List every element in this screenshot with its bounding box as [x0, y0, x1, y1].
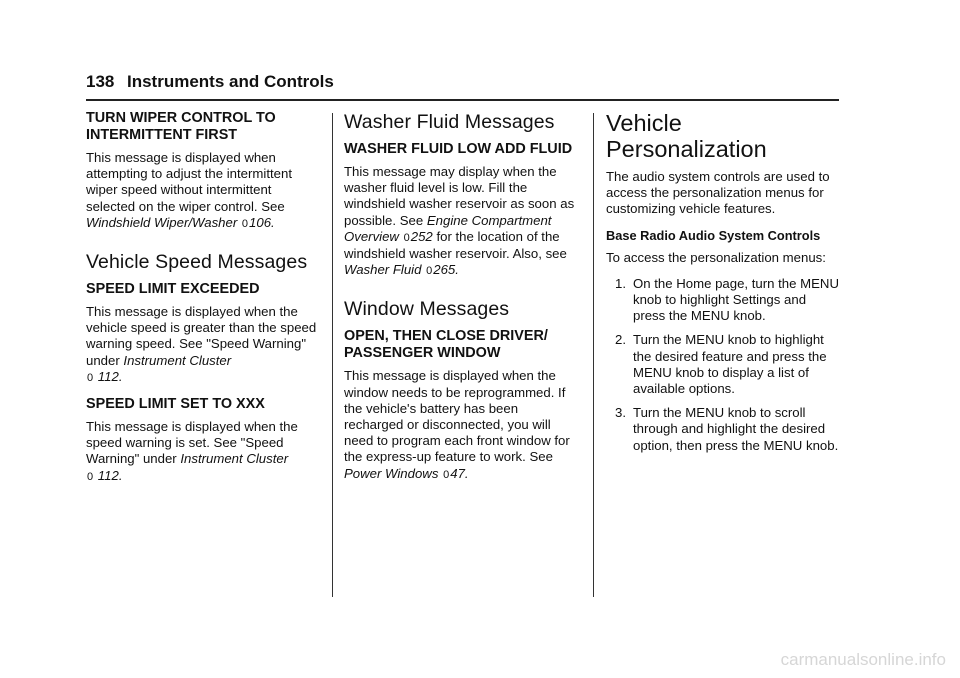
column-right — [606, 110, 839, 462]
page-ref-icon: 0 — [403, 231, 410, 244]
column-middle — [344, 110, 580, 493]
window-messages-heading: Window Messages — [344, 298, 510, 321]
exceeded-ref-link[interactable]: Instrument Cluster — [123, 352, 232, 368]
set-ref-link[interactable]: Instrument Cluster — [180, 451, 289, 467]
list-item — [606, 276, 839, 325]
exceeded-page-ref[interactable]: 112 — [97, 368, 119, 384]
washer-fluid-page-ref[interactable]: 265 — [433, 262, 456, 278]
engine-compartment-ref-link[interactable]: Engine Compartment Overview — [344, 212, 552, 244]
wiper-heading: TURN WIPER CONTROL TO INTERMITTENT FIRST — [86, 110, 276, 143]
step-text: Turn the MENU knob to scroll through and highlight the desired option, then press the MENU knob. — [633, 405, 839, 453]
step-number: 2. — [615, 332, 626, 348]
page-ref-icon: 0 — [87, 470, 94, 483]
exceeded-text: This message is displayed when the vehicle speed is greater than the speed warning speed. See "Speed Warning" under — [86, 304, 317, 368]
set-heading: SPEED LIMIT SET TO XXX — [86, 396, 265, 413]
washer-fluid-ref-link[interactable]: Washer Fluid — [344, 262, 422, 278]
washer-low-text: This message may display when the washer fluid level is low. Fill the windshield washer reservoir as soon as possible. See — [344, 164, 575, 228]
washer-messages-heading: Washer Fluid Messages — [344, 111, 555, 133]
page-ref-icon: 0 — [443, 468, 450, 481]
list-item — [606, 332, 839, 397]
wiper-text: This message is displayed when attempting to adjust the intermittent wiper speed without intermittent selected on the wiper control. See — [86, 150, 292, 214]
step-text: Turn the MENU knob to highlight the desired feature and press the MENU knob to display a list of available options. — [633, 332, 827, 397]
open-close-paragraph: This message is displayed when the window needs to be reprogrammed. If the vehicle's battery has been recharged or disconnected, you will need to program each front window for the express-up feature to work. See Power Windows 047. — [344, 368, 570, 481]
list-item — [606, 405, 839, 454]
washer-low-text-2: for the location of the windshield washer reservoir. Also, see — [344, 228, 567, 262]
washer-low-paragraph: This message may display when the washer fluid level is low. Fill the windshield washer reservoir as soon as possible. See Engine Compartment Overview 0252 for the location of the windshield washer reservoir. Also, see Washer Fluid 0265. — [344, 164, 575, 278]
exceeded-heading: SPEED LIMIT EXCEEDED — [86, 281, 260, 298]
step-text: On the Home page, turn the MENU knob to highlight Settings and press the MENU knob. — [633, 275, 839, 324]
access-text: To access the personalization menus: — [606, 249, 826, 265]
power-windows-page-ref[interactable]: 47 — [450, 465, 465, 481]
column-divider-2 — [593, 113, 594, 597]
wiper-ref-link[interactable]: Windshield Wiper/Washer — [86, 214, 238, 230]
page-ref-icon: 0 — [241, 217, 249, 230]
header-divider — [86, 99, 839, 101]
washer-low-heading: WASHER FLUID LOW ADD FLUID — [344, 141, 573, 157]
set-page-ref[interactable]: 112 — [97, 467, 119, 483]
page-number: 138 — [86, 72, 115, 91]
vp-intro-text: The audio system controls are used to access the personalization menus for customizing vehicle features. — [606, 169, 830, 217]
set-paragraph: This message is displayed when the speed warning is set. See "Speed Warning" under Instrument Cluster 0 112. — [86, 419, 298, 483]
page-ref-icon: 0 — [426, 265, 433, 278]
vehicle-personalization-heading: Vehicle Personalization — [606, 110, 767, 162]
wiper-paragraph: This message is displayed when attempting to adjust the intermittent wiper speed without intermittent selected on the wiper control. See Windshield Wiper/Washer 0106. — [86, 150, 292, 230]
page-ref-icon: 0 — [87, 371, 94, 384]
step-number: 1. — [615, 275, 626, 291]
step-number: 3. — [615, 405, 626, 421]
watermark: carmanualsonline.info — [780, 650, 946, 669]
steps-list — [606, 276, 839, 454]
column-divider-1 — [332, 113, 333, 597]
open-close-text: This message is displayed when the window needs to be reprogrammed. If the vehicle's battery has been recharged or disconnected, you will need to program each front window for the express-up feature to work. See — [344, 368, 570, 465]
engine-compartment-page-ref[interactable]: 252 — [410, 228, 433, 244]
exceeded-paragraph: This message is displayed when the vehicle speed is greater than the speed warning speed. See "Speed Warning" under Instrument Cluster 0 112. — [86, 304, 317, 384]
open-close-heading: OPEN, THEN CLOSE DRIVER/ PASSENGER WINDOW — [344, 328, 548, 362]
set-text: This message is displayed when the speed warning is set. See "Speed Warning" under — [86, 419, 298, 467]
section-title: Instruments and Controls — [127, 72, 334, 91]
column-left — [86, 110, 320, 495]
speed-messages-heading: Vehicle Speed Messages — [86, 251, 308, 274]
page-header — [86, 70, 839, 100]
base-radio-heading: Base Radio Audio System Controls — [606, 227, 821, 243]
power-windows-ref-link[interactable]: Power Windows — [344, 465, 439, 481]
wiper-page-ref[interactable]: 106 — [249, 214, 272, 230]
